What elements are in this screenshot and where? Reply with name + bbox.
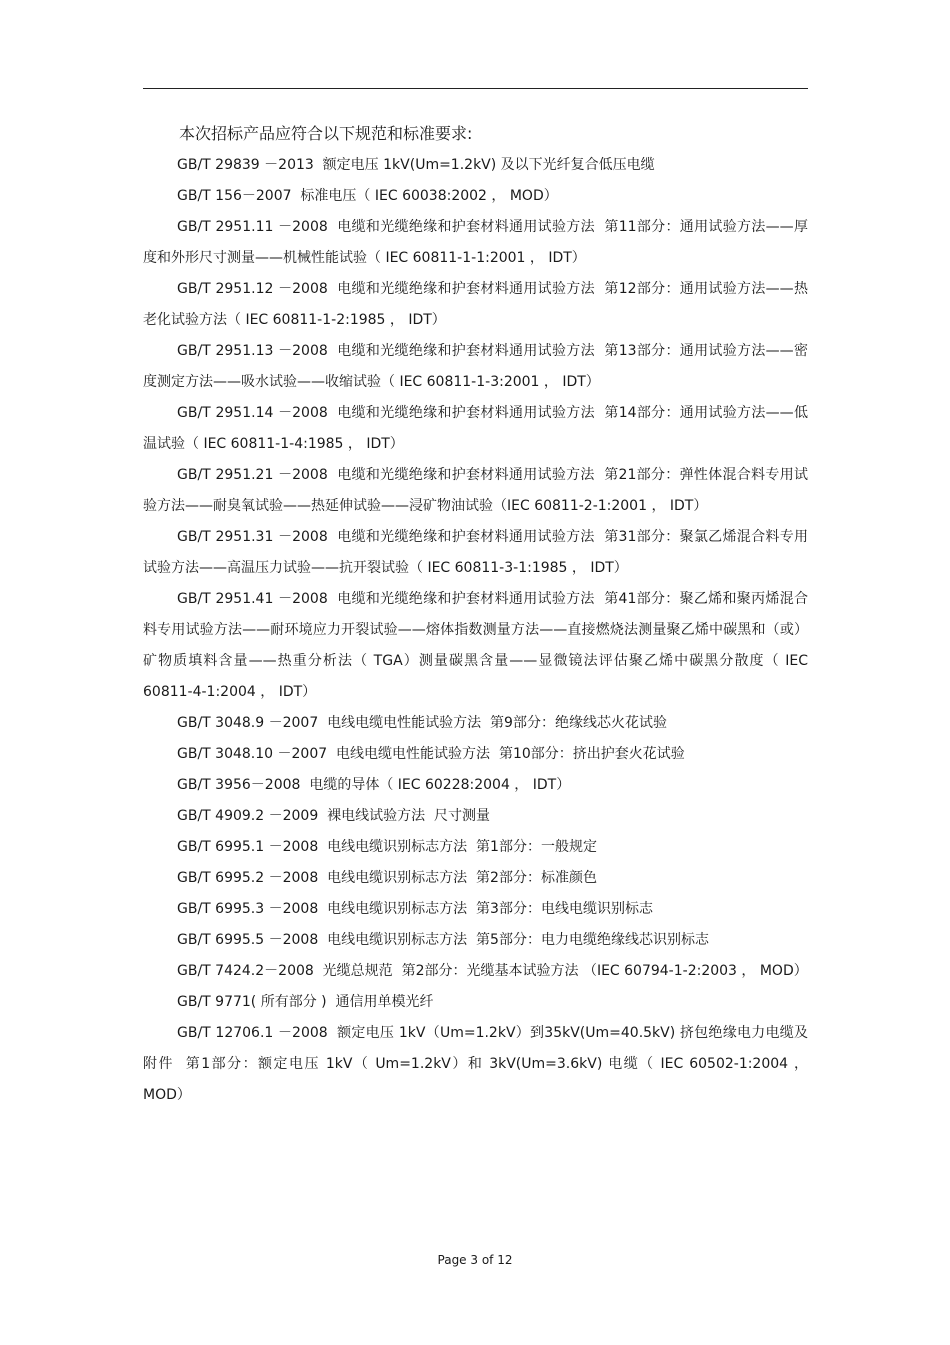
document-body — [143, 120, 813, 1111]
standard-entry: GB/T 3048.10 －2007 电线电缆电性能试验方法 第10部分：挤出护套火花试验 — [177, 746, 685, 762]
standard-entry: GB/T 2951.13 －2008 电缆和光缆绝缘和护套材料通用试验方法 第13部分：通用试验方法——密度测定方法——吸水试验——收缩试验（ IEC 60811-1-3:2001 ， IDT） — [143, 343, 808, 390]
standard-entry: GB/T 3956－2008 电缆的导体（ IEC 60228:2004 ， IDT） — [177, 777, 571, 793]
standard-entry: GB/T 2951.14 －2008 电缆和光缆绝缘和护套材料通用试验方法 第14部分：通用试验方法——低温试验（ IEC 60811-1-4:1985 ， IDT） — [143, 405, 808, 452]
standard-entry: GB/T 2951.31 －2008 电缆和光缆绝缘和护套材料通用试验方法 第31部分：聚氯乙烯混合料专用试验方法——高温压力试验——抗开裂试验（ IEC 60811-3-1:1985 ， IDT） — [143, 529, 808, 576]
standard-entry: GB/T 12706.1 －2008 额定电压 1kV（Um=1.2kV）到35kV(Um=40.5kV) 挤包绝缘电力电缆及附件 第1部分：额定电压 1kV（ Um=1.2kV）和 3kV(Um=3.6kV) 电缆（ IEC 60502-1:2004 ， MOD） — [143, 1025, 813, 1103]
standard-entry: GB/T 156－2007 标准电压（ IEC 60038:2002 ， MOD） — [177, 188, 558, 204]
header-rule — [143, 88, 808, 89]
standard-entry: GB/T 3048.9 －2007 电线电缆电性能试验方法 第9部分：绝缘线芯火花试验 — [177, 715, 667, 731]
standard-entry: GB/T 6995.3 －2008 电线电缆识别标志方法 第3部分：电线电缆识别标志 — [177, 901, 653, 917]
intro-heading: 本次招标产品应符合以下规范和标准要求: — [179, 124, 473, 143]
standard-entry: GB/T 2951.21 －2008 电缆和光缆绝缘和护套材料通用试验方法 第21部分：弹性体混合料专用试验方法——耐臭氧试验——热延伸试验——浸矿物油试验（IEC 60811-2-1:2001 ， IDT） — [143, 467, 808, 514]
standard-entry: GB/T 29839 －2013 额定电压 1kV(Um=1.2kV) 及以下光纤复合低压电缆 — [177, 157, 655, 173]
standard-entry: GB/T 6995.2 －2008 电线电缆识别标志方法 第2部分：标准颜色 — [177, 870, 597, 886]
standard-entry: GB/T 9771( 所有部分 ) 通信用单模光纤 — [177, 994, 434, 1010]
standard-entry: GB/T 2951.12 －2008 电缆和光缆绝缘和护套材料通用试验方法 第12部分：通用试验方法——热老化试验方法（ IEC 60811-1-2:1985 ， IDT） — [143, 281, 808, 328]
standard-entry: GB/T 6995.5 －2008 电线电缆识别标志方法 第5部分：电力电缆绝缘线芯识别标志 — [177, 932, 709, 948]
standard-entry: GB/T 4909.2 －2009 裸电线试验方法 尺寸测量 — [177, 808, 491, 824]
standard-entry: GB/T 2951.11 －2008 电缆和光缆绝缘和护套材料通用试验方法 第11部分：通用试验方法——厚度和外形尺寸测量——机械性能试验（ IEC 60811-1-1:2001 ， IDT） — [143, 219, 808, 266]
standard-entry: GB/T 7424.2－2008 光缆总规范 第2部分：光缆基本试验方法 （IEC 60794-1-2:2003 ， MOD） — [177, 963, 808, 979]
standards-list — [143, 150, 813, 1111]
page-number: Page 3 of 12 — [437, 1253, 513, 1267]
standard-entry: GB/T 2951.41 －2008 电缆和光缆绝缘和护套材料通用试验方法 第41部分：聚乙烯和聚丙烯混合料专用试验方法——耐环境应力开裂试验——熔体指数测量方法——直接燃烧法测量聚乙烯中碳黑和（或）矿物质填料含量——热重分析法（ TGA）测量碳黑含量——显微镜法评估聚乙烯中碳黑分散度（ IEC 60811-4-1:2004 ， IDT） — [143, 591, 813, 700]
standard-entry: GB/T 6995.1 －2008 电线电缆识别标志方法 第1部分：一般规定 — [177, 839, 597, 855]
